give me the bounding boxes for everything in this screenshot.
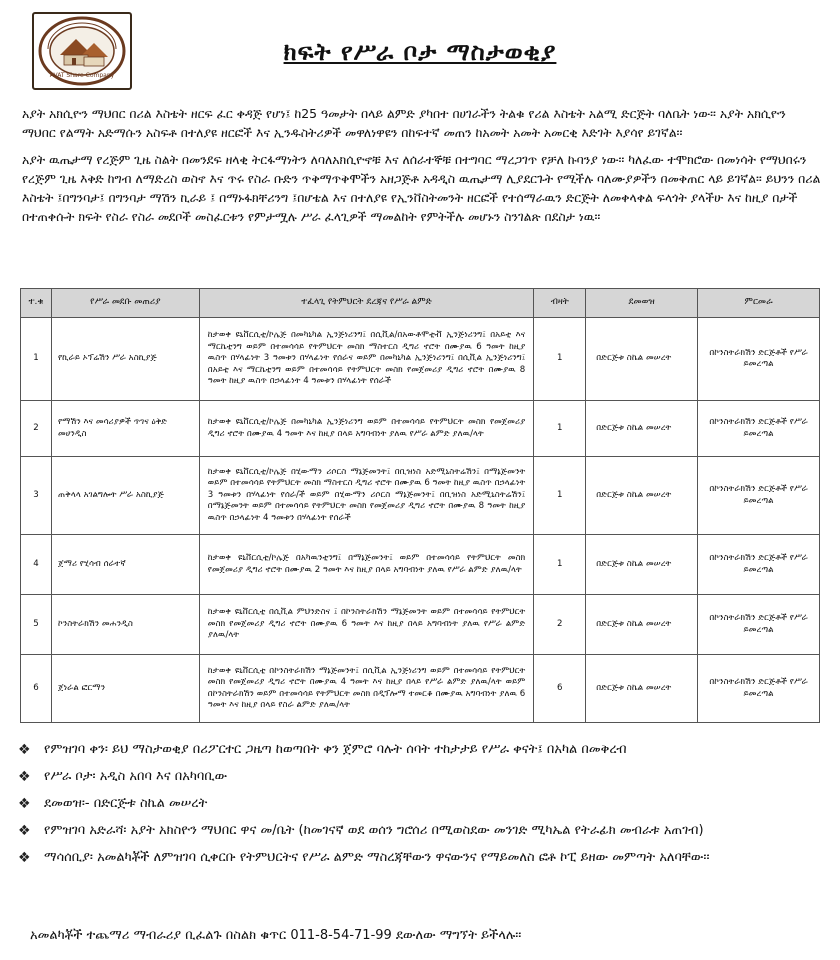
header-number: ተ.ቁ: [21, 289, 52, 318]
row-number: 6: [21, 655, 52, 723]
salary: በድርጅቱ ስኬል መሠረት: [586, 655, 698, 723]
header-salary: ደመወዝ: [586, 289, 698, 318]
row-number: 4: [21, 535, 52, 595]
table-row: [21, 401, 820, 457]
row-number: 5: [21, 595, 52, 655]
remark: በኮንስትራክሽን ድርጅቶች የሥራ ይመረጣል: [698, 655, 820, 723]
notes-list: [18, 740, 822, 875]
table-row: [21, 535, 820, 595]
row-number: 2: [21, 401, 52, 457]
salary: በድርጅቱ ስኬል መሠረት: [586, 401, 698, 457]
diamond-bullet-icon: ❖: [18, 742, 31, 758]
position-title: ጠቅላላ አገልግሎት ሥራ አስኪያጅ: [51, 457, 199, 535]
salary: በድርጅቱ ስኬል መሠረት: [586, 535, 698, 595]
diamond-bullet-icon: ❖: [18, 769, 31, 785]
intro-paragraph: አያት ዉጤታማ የረጅም ጊዜ ስልት በመንደፍ ዘላቂ ትርፋማነትን ለባለአክሲዮኖቹ እና ለሰራተኞቹ በተግባር ማረጋገጥ የቻለ ኩባንያ ነው፡፡ ካለፈው ተሞክሮው በመነሳት የማህበሩን የረጅም ጊዜ እቅድ ከግብ ለማድረስ ወስኖ እና ጥሩ የስራ ቡድን ጥቅማጥቅሞችን አዘጋጅቶ አዳዲስ ዉጤታማ ሊያደርጉት የሚችሉ ባለሙያዎችን በመቅጠር ላይ ይገኛል፡፡ ይህንን በሪል እስቴት ፤በግንባታ፤ በግንባታ ማሽን ኪራይ ፤ በማኑፋክቸሪንግ ፤በሆቴል እና በተለያዩ የኢንቨስትመንት ዘርፎች የተሰማራዉን ድርጅት ለመቀላቀል ፍላጎት ያላችሁ እና ከዚያ በታች በተጠቀሱት ክፍት የስራ የስራ መደቦች መስፈርቱን የምታሟሉ ሥራ ፈላጊዎች ማመልከት የምትችሉ መሆኑን ስንገልጽ በደስታ ነዉ፡፡: [22, 152, 821, 224]
intro-paragraph: አያት አክሲዮን ማህበር በሪል እስቴት ዘርፍ ፈር ቀዳጅ የሆነ፤ ከ25 ዓመታት በላይ ልምድ ያካበተ በሀገራችን ትልቁ የሪል እስቴት አልሚ ድርጅት ባለቤት ነው፡፡ አያት አክሲዮን ማህበር የልማት አድማሱን አስፍቶ በተለያዩ ዘርፎች እና ኢንዱስትሪዎች መዋለነዋዩን በከፍተኛ መጠን ከአመት አመት አመርቂ እድገት እያሳየ ይገኛል፡፡: [22, 106, 786, 140]
table-row: [21, 655, 820, 723]
list-item: [18, 740, 822, 760]
qualification-text: ከታወቀ ዩኒቨርሲቲ/ኮሌጅ በአካዉንቲንግ፤ በማኔጅመንት፤ ወይም በተመሳሳይ የትምህርት መስክ የመጀመሪያ ዲግሪ ኖሮት በሙያዉ 2 ዓመት እና ከዚያ በላይ አግባብነት ያለዉ የሥራ ልምድ ያለዉ/ላት: [199, 535, 534, 595]
qualification-text: ከታወቀ ዩኒቨርሲቲ/ኮሌጅ በሂውማን ሪሶርስ ማኔጅመንት፤ በቢዝነስ አድሚኒስትሬሽን፤ በማኔጅመንት ወይም በተመሳሳይ የትምህርት መስክ ማስተርስ ዲግሪ ኖሮት በሙያዉ 6 ዓመት ከዚያ ዉስጥ በኃላፊነት 3 ዓመቱን በሃላፊነት የሰራ/ች ወይም በሂውማን ሪሶርስ ማኔጅመንት፤ በቢዝነስ አድሚኒስትሬሽን፤ በማኔጅመንት ወይም በተመሳሳይ የትምህርት መስክ የመጀመሪያ ዲግሪ ኖሮት በሙያዉ 8 ዓመት ከዚያ ዉስጥ በኃላፊነት 4 ዓመቱን በሃላፊነት የሰራች: [199, 457, 534, 535]
qualification-text: ከታወቀ ዩኒቨርሲቲ/ኮሌጅ በመካኒካል ኢንጅነሪንግ፤ በሲቪል/በአውቶሞቲቭ ኢንጅነሪንግ፤ በአይቲ እና ማርኬቲንግ ወይም በተመሳሳይ የትምህርት መስክ ማስተርስ ዲግሪ ኖሮት በሙያዉ 6 ዓመት ከዚያ ዉስጥ በሃላፊነት 3 ዓመቱን በሃላፊነት የሰራና ወይም በመካኒካል ኢንጅነሪንግ፤ በሲቪል ኢንጅነሪንግ፤ በአይቲ እና ማርኬቲንግ ወይም በተመሳሳይ የትምህርት መስክ የመጀመሪያ ዲግሪ ኖሮት በሙያዉ 8 ዓመት ከዚያ ዉስጥ በኃላፊነት 4 ዓመቱን በሃላፊነት የሰራች: [199, 318, 534, 401]
diamond-bullet-icon: ❖: [18, 850, 31, 866]
qualification-text: ከታወቀ ዩኒቨርሲቲ/ኮሌጅ በመካኒካል ኢንጅነሪንግ ወይም በተመሳሳይ የትምህርት መስክ የመጀመሪያ ዲግሪ ኖሮት በሙያዉ 4 ዓመት እና ከዚያ በላይ አግባብነት ያለዉ የሥራ ልምድ ያለዉ/ላት: [199, 401, 534, 457]
list-item: [18, 794, 822, 814]
remark: በኮንስትራክሽን ድርጅቶች የሥራ ይመረጣል: [698, 595, 820, 655]
header-quantity: ብዛት: [534, 289, 586, 318]
table-row: [21, 595, 820, 655]
position-title: ጀማሪ የሂሳብ ሰራተኛ: [51, 535, 199, 595]
diamond-bullet-icon: ❖: [18, 823, 31, 839]
list-item: [18, 848, 822, 868]
position-title: የማሽን እና መሳሪያዎች ጥገና ዕቅድ መሀንዲስ: [51, 401, 199, 457]
remark: በኮንስትራክሽን ድርጅቶች የሥራ ይመረጣል: [698, 457, 820, 535]
diamond-bullet-icon: ❖: [18, 796, 31, 812]
note-reminder: ማሳሰቢያ፡ አመልካቾች ለምዝገባ ሲቀርቡ የትምህርትና የሥራ ልምድ ማስረጃቸውን ዋናውንና የማይመለስ ፎቶ ኮፒ ይዘው መምጣት አለባቸው፡፡: [44, 850, 710, 865]
remark: በኮንስትራክሽን ድርጅቶች የሥራ ይመረጣል: [698, 318, 820, 401]
vacancy-table: [20, 288, 820, 723]
list-item: [18, 767, 822, 787]
salary: በድርጅቱ ስኬል መሠረት: [586, 595, 698, 655]
header-qualification: ተፈላጊ የትምህርት ደረጃና የሥራ ልምድ: [199, 289, 534, 318]
note-salary: ደመወዝ፡- በድርጅቱ ስኬል መሠረት: [44, 796, 208, 811]
contact-footer: አመልካቾች ተጨማሪ ማብራሪያ ቢፈልጉ በስልክ ቁጥር 011-8-54-71-99 ደውለው ማግኘት ይችላሉ፡፡: [30, 928, 522, 943]
quantity: 6: [534, 655, 586, 723]
row-number: 1: [21, 318, 52, 401]
position-title: ጀነራል ፎርማን: [51, 655, 199, 723]
qualification-text: ከታወቀ ዩኒቨርሲቲ በሲቪል ምህንድስና ፤ በኮንስትራክሽን ማኔጅመንት ወይም በተመሳሳይ የትምህርት መስክ የመጀመሪያ ዲግሪ ኖሮት በሙያዉ 6 ዓመት እና ከዚያ በላይ አግባብነት ያለዉ የሥራ ልምድ ያለዉ/ላት: [199, 595, 534, 655]
salary: በድርጅቱ ስኬል መሠረት: [586, 318, 698, 401]
quantity: 1: [534, 535, 586, 595]
qualification-text: ከታወቀ ዩኒቨርሲቲ በኮንስትራክሽን ማኔጅመንት፤ በሲቪል ኢንጅነሪንግ ወይም በተመሳሳይ የትምህርት መስክ የመጀመሪያ ዲግሪ ኖሮት በሙያዉ 4 ዓመት እና ከዚያ በላይ የሥራ ልምድ ያለዉ/ላት ወይም በኮንስትራክሽን ወይም በተመሳሳይ የትምህርት መስክ በዲፕሎማ ተመርቆ በሙያዉ አግባብነት ያለዉ 6 ዓመት እና ከዚያ በላይ የስራ ልምድ ያለዉ/ላት: [199, 655, 534, 723]
note-work-place: የሥራ ቦታ፡ አዲስ አበባ እና በአካባቢው: [44, 769, 228, 784]
position-title: የኪራይ ኦፕሬሽን ሥራ አስኪያጅ: [51, 318, 199, 401]
quantity: 1: [534, 457, 586, 535]
header-position: የሥራ መደቡ መጠሪያ: [51, 289, 199, 318]
page-title: ክፍት የሥራ ቦታ ማስታወቂያ: [283, 38, 557, 66]
table-row: [21, 457, 820, 535]
remark: በኮንስትራክሽን ድርጅቶች የሥራ ይመረጣል: [698, 535, 820, 595]
position-title: ኮንስትራክሽን መሐንዲስ: [51, 595, 199, 655]
table-header-row: [21, 289, 820, 318]
row-number: 3: [21, 457, 52, 535]
quantity: 2: [534, 595, 586, 655]
intro-text: [22, 104, 822, 234]
note-registration-date: የምዝገባ ቀን፡ ይህ ማስታወቂያ በሪፖርተር ጋዜጣ ከወጣበት ቀን ጀምሮ ባሉት ሰባት ተከታታይ የሥራ ቀናት፤ በአካል በመቅረብ: [44, 742, 627, 757]
quantity: 1: [534, 318, 586, 401]
header-remark: ምርመራ: [698, 289, 820, 318]
note-registration-address: የምዝገባ አድራሻ፡ አያት አክስዮን ማህበር ዋና መ/ቤት (ከመገናኛ ወደ ወሰን ግሮሰሪ በሚወስደው መንገድ ሚካኤል የትራፊክ መብራቱ አጠገብ): [44, 823, 704, 838]
svg-text:AVAT Share Company: AVAT Share Company: [49, 72, 115, 79]
salary: በድርጅቱ ስኬል መሠረት: [586, 457, 698, 535]
quantity: 1: [534, 401, 586, 457]
list-item: [18, 821, 822, 841]
remark: በኮንስትራክሽን ድርጅቶች የሥራ ይመረጣል: [698, 401, 820, 457]
table-row: [21, 318, 820, 401]
